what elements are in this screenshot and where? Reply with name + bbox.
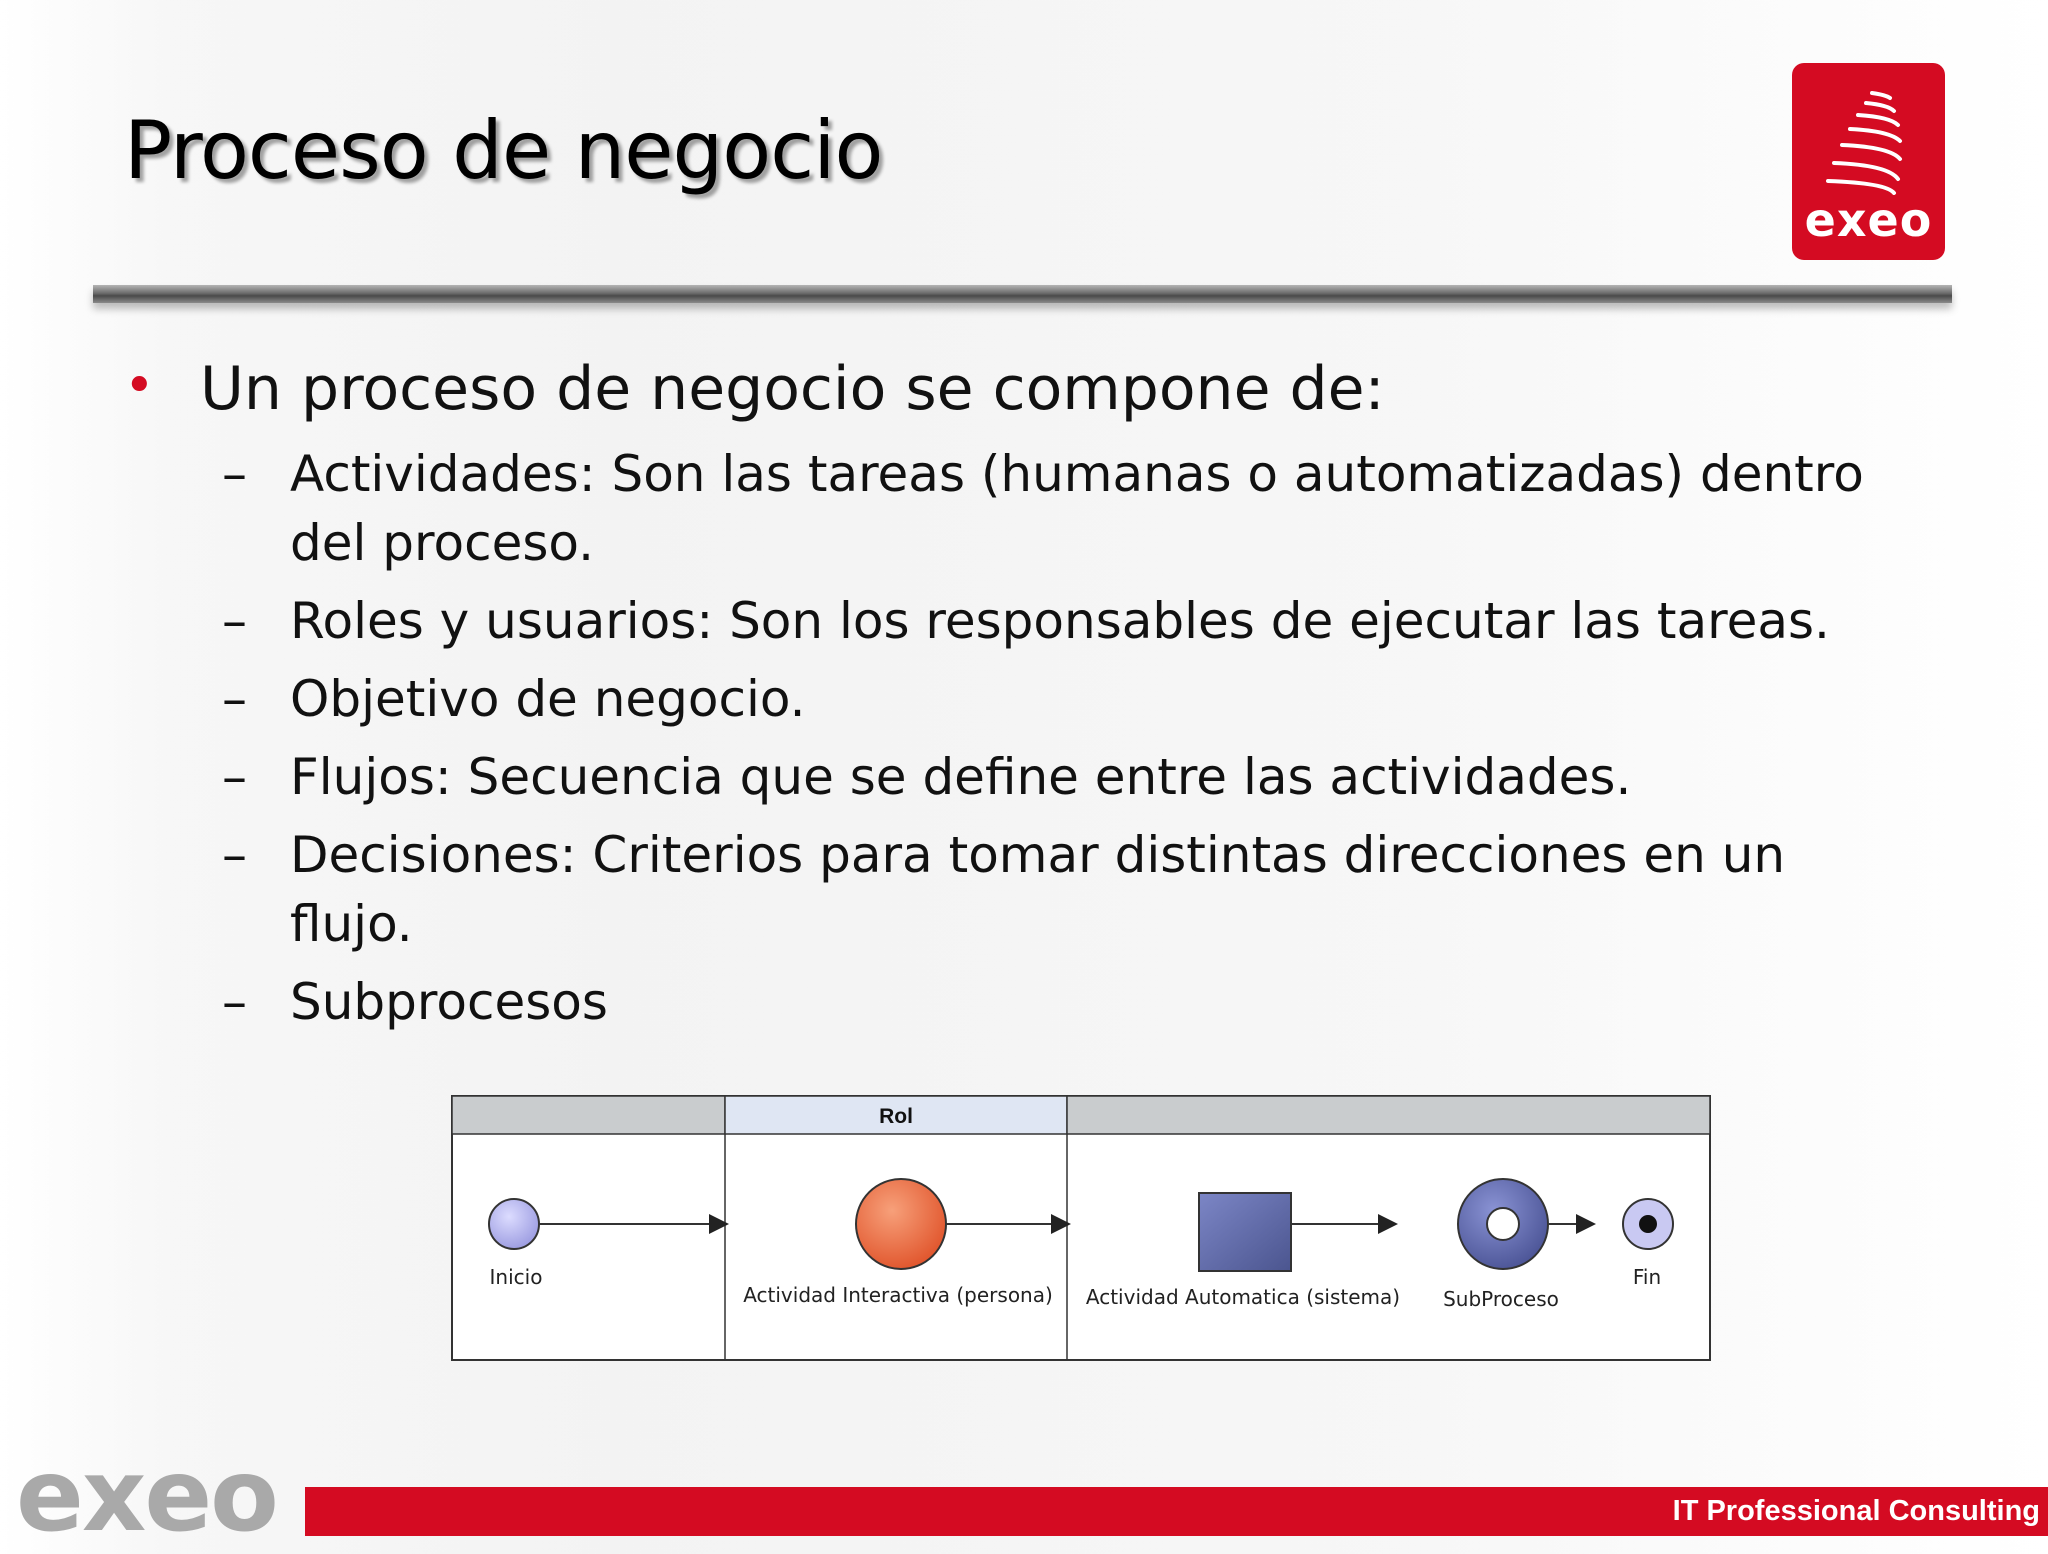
sub-bullet-text: Objetivo de negocio. (290, 670, 806, 728)
footer-logo: exeo (16, 1437, 277, 1554)
footer-bar (305, 1487, 2048, 1536)
bullet-dot-icon: • (124, 356, 155, 416)
sub-bullet-list (222, 440, 1922, 1046)
sub-bullet-item (222, 587, 1922, 656)
dash-icon: – (222, 592, 247, 650)
sub-bullet-text: Actividades: Son las tareas (humanas o automatizadas) dentro del proceso. (290, 445, 1864, 572)
sub-bullet-item (222, 440, 1922, 578)
dash-icon: – (222, 826, 247, 884)
lane-header-label: Rol (879, 1105, 913, 1128)
exeo-logo (1792, 63, 1945, 260)
logo-swoosh-icon (1822, 85, 1917, 195)
end-label: Fin (1632, 1265, 1662, 1289)
sub-bullet-item (222, 743, 1922, 812)
sub-bullet-text: Decisiones: Criterios para tomar distintas direcciones en un flujo. (290, 826, 1786, 953)
dash-icon: – (222, 973, 247, 1031)
sub-bullet-text: Roles y usuarios: Son los responsables de ejecutar las tareas. (290, 592, 1830, 650)
subprocess-label: SubProceso (1443, 1287, 1559, 1311)
title-divider (93, 285, 1952, 303)
sub-bullet-item (222, 821, 1922, 959)
dash-icon: – (222, 670, 247, 728)
lane-header-left (452, 1096, 725, 1134)
end-event-core (1639, 1215, 1657, 1233)
interactive-activity (856, 1179, 946, 1269)
process-diagram (451, 1094, 1713, 1364)
sub-bullet-text: Flujos: Secuencia que se define entre las actividades. (290, 748, 1632, 806)
interactive-label: Actividad Interactiva (persona) (743, 1283, 1053, 1307)
start-event (489, 1199, 539, 1249)
subprocess-inner (1487, 1208, 1519, 1240)
footer-tagline: IT Professional Consulting (1672, 1495, 2040, 1527)
logo-wordmark: exeo (1804, 193, 1933, 247)
automatic-label: Actividad Automatica (sistema) (1085, 1285, 1401, 1309)
dash-icon: – (222, 445, 247, 503)
main-bullet-text: Un proceso de negocio se compone de: (200, 354, 1385, 424)
sub-bullet-text: Subprocesos (290, 973, 608, 1031)
lane-header-right (1067, 1096, 1710, 1134)
dash-icon: – (222, 748, 247, 806)
automatic-activity (1199, 1193, 1291, 1271)
start-label: Inicio (489, 1265, 543, 1289)
slide-title: Proceso de negocio (124, 104, 883, 197)
sub-bullet-item (222, 665, 1922, 734)
sub-bullet-item (222, 968, 1922, 1037)
